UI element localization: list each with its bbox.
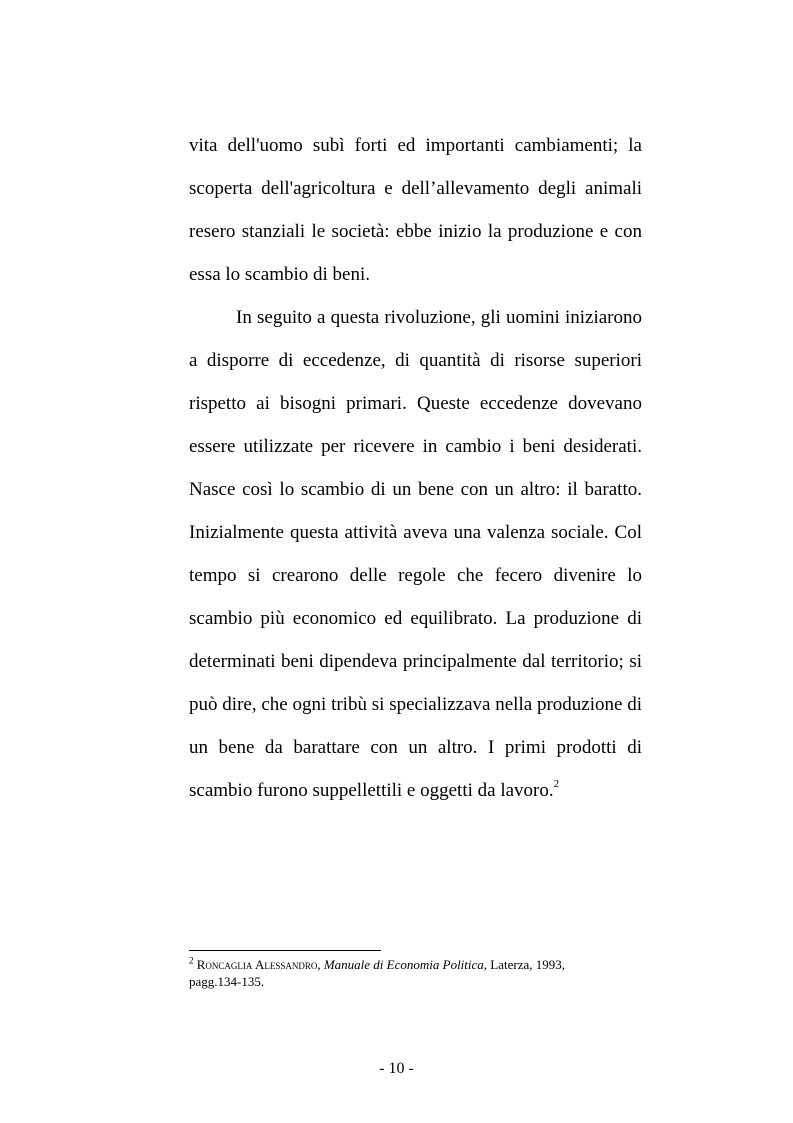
body-text [189, 124, 642, 812]
paragraph-2-text: In seguito a questa rivoluzione, gli uomini iniziarono a disporre di eccedenze, di quantità di risorse superiori rispetto ai bisogni primari. Queste eccedenze dovevano essere utilizzate per ricevere in cambio i beni desiderati. Nasce così lo scambio di un bene con un altro: il baratto. Inizialmente questa attività aveva una valenza sociale. Col tempo si crearono delle regole che fecero divenire lo scambio più economico ed equilibrato. La produzione di determinati beni dipendeva principalmente dal territorio; si può dire, che ogni tribù si specializzava nella produzione di un bene da barattare con un altro. I primi prodotti di scambio furono suppellettili e oggetti da lavoro. [189, 307, 642, 801]
footnote-number: 2 [189, 955, 194, 966]
footnote-author-separator: , [317, 957, 324, 972]
paragraph-baratto [189, 296, 642, 812]
footnote-reference[interactable]: 2 [553, 777, 560, 790]
paragraph-1-text: vita dell'uomo subì forti ed importanti cambiamenti; la scoperta dell'agricoltura e dell’allevamento degli animali resero stanziali le società: ebbe inizio la produzione e con essa lo scambio di beni. [189, 135, 642, 285]
footnote-publication-details: , Laterza, 1993, pagg.134-135. [189, 957, 566, 989]
footnote-book-title: Manuale di Economia Politica [323, 957, 484, 972]
paragraph-continued [189, 124, 642, 296]
footnote [189, 956, 609, 990]
footnote-author: Roncaglia Alessandro [196, 957, 318, 972]
footnote-separator [189, 950, 381, 951]
page-number: - 10 - [379, 1060, 414, 1077]
